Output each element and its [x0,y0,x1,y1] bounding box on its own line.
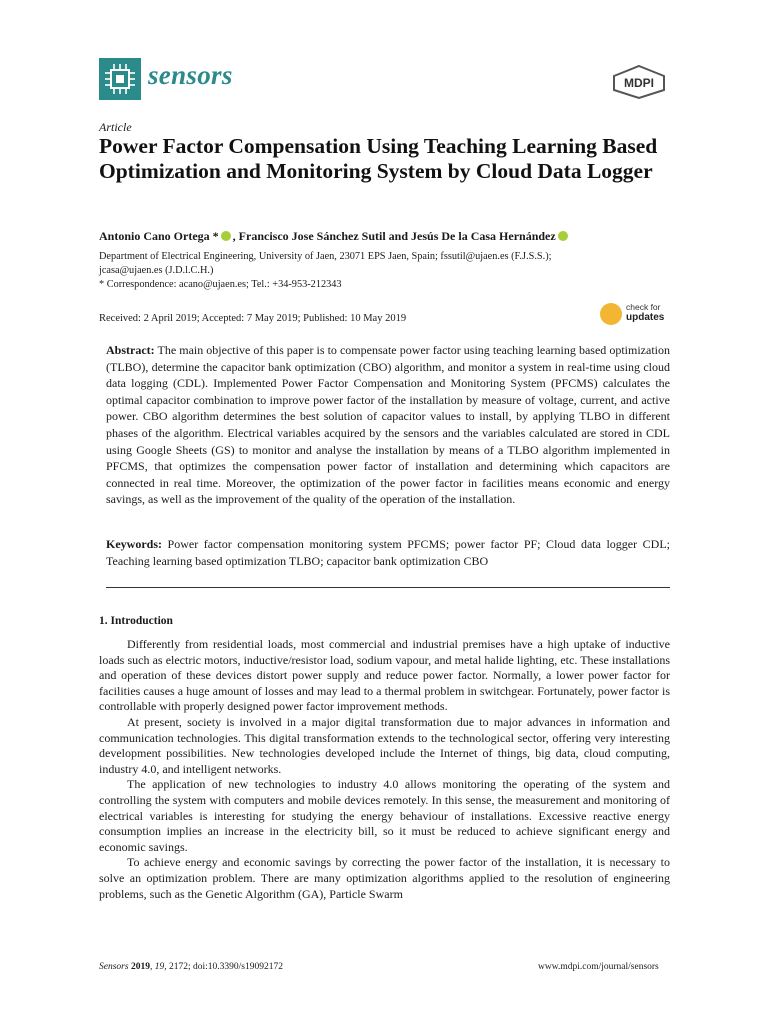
chip-icon [99,58,141,100]
author-name[interactable]: Francisco Jose Sánchez Sutil [238,229,386,243]
paragraph: To achieve energy and economic savings by correcting the power factor of the installation, it is necessary to solve an optimization problem. There are many optimization algorithms applied to the resolution of engineering problems, such as the Genetic Algorithm (GA), Particle Swarm [99,855,670,901]
author-list: Antonio Cano Ortega * , Francisco Jose Sánchez Sutil and Jesús De la Casa Hernández [99,228,679,244]
publisher-logo-text: MDPI [624,76,654,90]
correspondence: * Correspondence: acano@ujaen.es; Tel.: +34-953-212343 [99,279,342,290]
journal-name: sensors [148,60,233,90]
abstract [106,342,670,508]
journal-logo [99,58,141,100]
section-body [99,637,670,902]
affiliation-line: jcasa@ujaen.es (J.D.l.C.H.) [99,265,214,276]
author-name[interactable]: Jesús De la Casa Hernández [411,229,556,243]
orcid-icon[interactable] [558,231,568,241]
divider [106,587,670,588]
abstract-text: The main objective of this paper is to compensate power factor using teaching learning based optimization (TLBO), determine the capacitor bank optimization (CBO) algorithm, and monitor a system in real-time using cloud data logging (CDL). Implemented Power Factor Compensation and Monitoring System (PFCMS) calculates the optimal capacitor combination to improve power factor of the installation by measure of voltage, current, and active power. CBO algorithm determines the best solution of capacitor values to install, by applying TLBO in different phases of the algorithm. Electrical variables acquired by the sensors and the variables calculated are stored in CDL using Google Sheets (GS) to monitor and analyse the installation by means of a TLBO algorithm implemented in PFCMS, that optimizes the compensation power factor of installation and determining which capacitors are connected in real time. Moreover, the optimization of the power factor in facilities means economic and energy savings, as well as the improvement of the quality of the operation of the installation. [106,343,670,507]
keywords [106,536,670,569]
keywords-label: Keywords: [106,537,162,551]
citation-footer: Sensors 2019, 19, 2172; doi:10.3390/s19092172 [99,962,283,972]
orcid-icon[interactable] [221,231,231,241]
publisher-logo [610,64,668,100]
article-type: Article [99,120,132,134]
paragraph: Differently from residential loads, most commercial and industrial premises have a high uptake of inductive loads such as electric motors, inductive/resistor load, sodium vapour, and metal halide lighting, etc. These installations and operation of these devices distort power supply and reduce power factor. Normally, a lower power factor for facilities causes a huge amount of losses and may lead to a thermal problem in switchgear. Fortunately, power factor is controllable with properly designed power factor improvement methods. [99,637,670,714]
check-for-updates-button[interactable]: check for updates [600,300,680,330]
paragraph: The application of new technologies to industry 4.0 allows monitoring the operating of the system and controlling the system with computers and mobile devices remotely. In this sense, the measurement and monitoring of electrical variables is interesting for studying the energy behaviour of installations. Excessive reactive energy consumption implies an increase in the electricity bill, so it must be reduced to achieve significant energy and economic savings. [99,777,670,854]
affiliations [99,250,669,292]
article-title: Power Factor Compensation Using Teaching Learning Based Optimization and Monitoring System by Cloud Data Logger [99,134,658,183]
correspondence-mark: * [212,229,219,243]
author-name[interactable]: Antonio Cano Ortega [99,229,210,243]
check-updates-icon [600,303,622,325]
section-heading: 1. Introduction [99,615,173,627]
paragraph: At present, society is involved in a major digital transformation due to major advances in information and communication technologies. This digital transformation extends to the technological sector, offering very interesting development possibilities. New technologies developed include the Internet of things, big data, cloud computing, industry 4.0, and intelligent networks. [99,714,670,776]
journal-url-link[interactable]: www.mdpi.com/journal/sensors [538,962,659,972]
abstract-label: Abstract: [106,343,155,357]
keywords-text: Power factor compensation monitoring system PFCMS; power factor PF; Cloud data logger CDL; Teaching learning based optimization TLBO; capacitor bank optimization CBO [106,537,671,568]
affiliation-line: Department of Electrical Engineering, University of Jaen, 23071 EPS Jaen, Spain; fssutil@ujaen.es (F.J.S.S.); [99,251,552,262]
publication-dates: Received: 2 April 2019; Accepted: 7 May 2019; Published: 10 May 2019 [99,313,407,324]
